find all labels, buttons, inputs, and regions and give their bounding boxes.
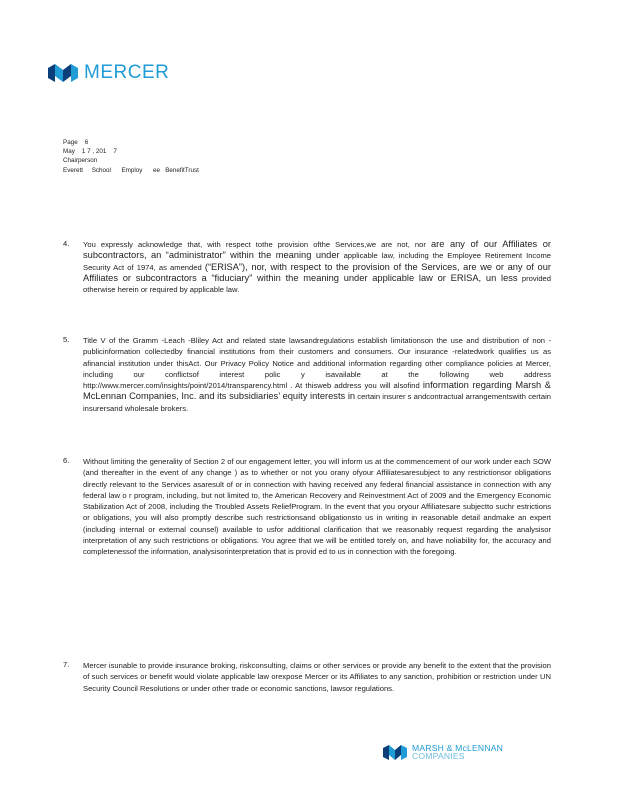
section-7 [63,660,551,694]
section-body: Mercer isunable to provide insurance broking, riskconsulting, claims or other services or provide any benefit to the extent that the provision of such services or benefit would violate applicable law orexpose Mercer or its Affiliates to any sanction, prohibition or restriction under UN Security Council Resolutions or under other trade or economic sanctions, lawsor regulations. [83,661,551,693]
section-body: Title V of the Gramm -Leach -Bliley Act and related state lawsandregulations establish limitationson the use and distribution of non -publicinformation collectedby financial institutions from their customers and consumers. Our insurance -relatedwork qualifies us as afinancial institution under thisAct. Our Privacy Policy Notice and additional information regarding other compliance policies at Mercer, including our conflictsof interest polic y isavailable at the following web address http://www.mercer.com/insights/point/2014/transparency.html . At thisweb address you will alsofind information regarding Marsh & McLennan Companies, Inc. and its subsidiaries’ equity interests in certain insurer s andcontractual arrangementswith certain insurersand wholesale brokers. [83,336,551,413]
mmc-logo-line1: MARSH & McLENNAN [412,743,504,753]
recipient-organization: Everett School Employ ee BenefitTrust [63,166,199,174]
section-number: 4. [63,239,70,248]
recipient-title: Chairperson [63,157,98,165]
section-body: You expressly acknowledge that, with respect tothe provision ofthe Services,we are not, nor are any of our Affiliates or subcontractors, an “administrator” within the meaning under applicable law, including the Employee Retirement Income Security Act of 1974, as amended (“ERISA”), nor, with respect to the provision of the Services, are we or any of our Affiliates or subcontractors a “fiduciary” within the meaning under applicable law or ERISA, un less provided otherwise herein or required by applicable law. [83,239,551,295]
letter-date: May 1 7 , 201 7 [63,148,117,156]
mercer-logo-icon [48,64,78,82]
letter-header [63,138,199,175]
mmc-logo [383,744,503,760]
section-6 [63,456,551,558]
section-number: 7. [63,660,70,669]
section-5 [63,335,551,414]
section-number: 5. [63,335,70,344]
mercer-logo [48,62,169,84]
section-number: 6. [63,456,70,465]
section-body: Without limiting the generality of Section 2 of our engagement letter, you will inform us at the commencement of our work under each SOW (and thereafter in the event of any change ) as to whether or not you orany ofyour Affiliatesaresubject to any restrictionsor obligations directly relevant to the Services asaresult of or in connection with having received any federal financial assistance in connection with any federal law o r program, including, but not limited to, the American Recovery and Reinvestment Act of 2009 and the Emergency Economic Stabilization Act of 2008, including the Troubled Assets ReliefProgram. In the event that you oryour Affiliatesare subjectto suchr estrictions or obligations, you will also promptly describe such restrictionsand obligationsto us in writing in reasonable detail andmake an expert (including internal or external counsel) available to usfor additional clarification that we reasonably request regarding the analysisor interpretation of any such restrictions or obligations. You agree that we will be entitled torely on, and have noliability for, the accuracy and completenessof the information, analysisorinterpretation that is provid ed to us in connection with the foregoing. [83,457,551,557]
mercer-logo-text: MERCER [84,62,170,83]
page-number: Page 6 [63,139,89,146]
mmc-logo-line2: COMPANIES [412,751,465,761]
section-4 [63,239,551,295]
mmc-logo-icon [383,745,407,760]
mmc-logo-text [412,744,503,760]
